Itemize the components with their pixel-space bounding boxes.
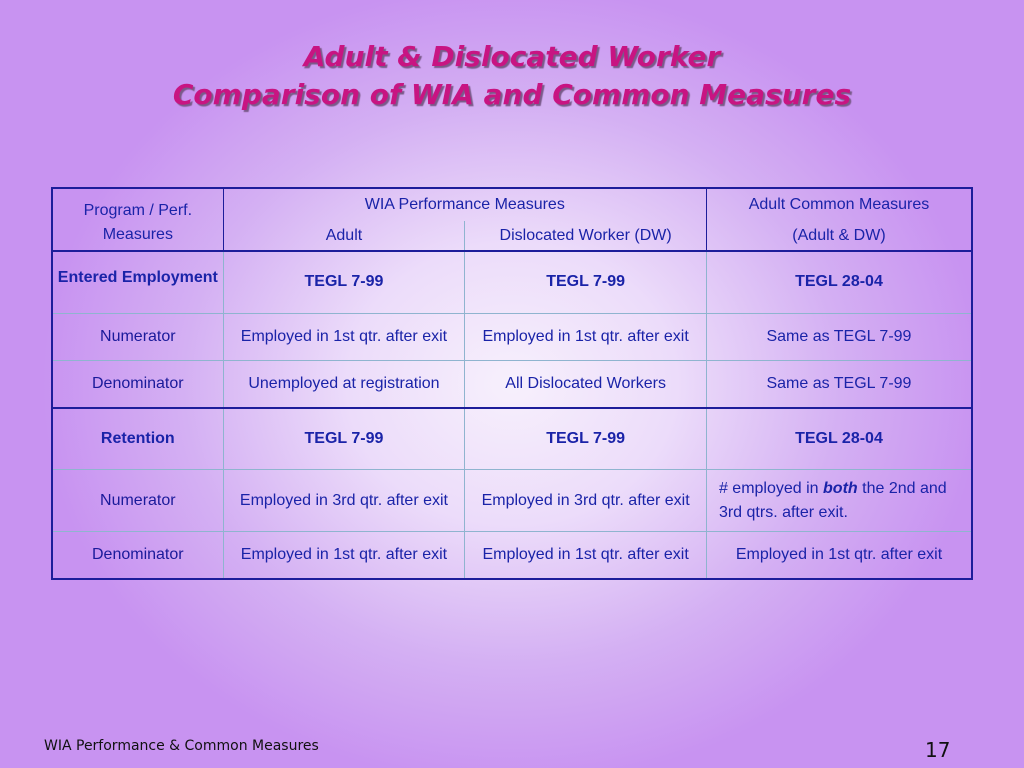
ret-numerator-common: [706, 470, 972, 532]
ret-numerator-dw: Employed in 3rd qtr. after exit: [465, 470, 707, 532]
program-header: Program / Perf. Measures: [52, 188, 223, 251]
ee-adult-ref: TEGL 7-99: [223, 251, 465, 313]
common-group-header: Adult Common Measures: [706, 188, 972, 221]
entered-employment-label: Entered Employment: [52, 251, 223, 313]
ee-denominator-label: Denominator: [52, 360, 223, 407]
page-number: 17: [925, 738, 951, 762]
ret-numerator-adult: Employed in 3rd qtr. after exit: [223, 470, 465, 532]
ret-denominator-adult: Employed in 1st qtr. after exit: [223, 532, 465, 579]
ee-denominator-common: Same as TEGL 7-99: [706, 360, 972, 407]
retention-label: Retention: [52, 408, 223, 470]
table-row: [52, 408, 972, 470]
adult-header: Adult: [223, 221, 465, 251]
ee-numerator-common: Same as TEGL 7-99: [706, 313, 972, 360]
wia-group-header: WIA Performance Measures: [223, 188, 706, 221]
footer-text: WIA Performance & Common Measures: [44, 738, 319, 754]
table-row: [52, 532, 972, 579]
ret-numerator-common-post: the 2nd and 3rd qtrs. after exit.: [718, 479, 947, 521]
ee-denominator-dw: All Dislocated Workers: [465, 360, 707, 407]
slide-title: [0, 38, 1024, 114]
table-row: [52, 313, 972, 360]
ret-numerator-label: Numerator: [52, 470, 223, 532]
ret-dw-ref: TEGL 7-99: [465, 408, 707, 470]
ret-common-ref: TEGL 28-04: [706, 408, 972, 470]
header-row-1: [52, 188, 972, 221]
ee-denominator-adult: Unemployed at registration: [223, 360, 465, 407]
ret-denominator-label: Denominator: [52, 532, 223, 579]
ret-adult-ref: TEGL 7-99: [223, 408, 465, 470]
ee-numerator-dw: Employed in 1st qtr. after exit: [465, 313, 707, 360]
common-sub-header: (Adult & DW): [706, 221, 972, 251]
ret-numerator-common-emphasis: both: [823, 479, 858, 497]
ee-dw-ref: TEGL 7-99: [465, 251, 707, 313]
ee-numerator-label: Numerator: [52, 313, 223, 360]
dw-header: Dislocated Worker (DW): [465, 221, 707, 251]
title-line-1: Adult & Dislocated Worker: [303, 40, 721, 73]
ret-denominator-dw: Employed in 1st qtr. after exit: [465, 532, 707, 579]
title-line-2: Comparison of WIA and Common Measures: [172, 78, 852, 111]
ee-common-ref: TEGL 28-04: [706, 251, 972, 313]
table-row: [52, 251, 972, 313]
table-row: [52, 470, 972, 532]
comparison-table: [51, 187, 973, 580]
ret-denominator-common: Employed in 1st qtr. after exit: [706, 532, 972, 579]
table-row: [52, 360, 972, 407]
ee-numerator-adult: Employed in 1st qtr. after exit: [223, 313, 465, 360]
ret-numerator-common-pre: # employed in: [718, 479, 819, 497]
